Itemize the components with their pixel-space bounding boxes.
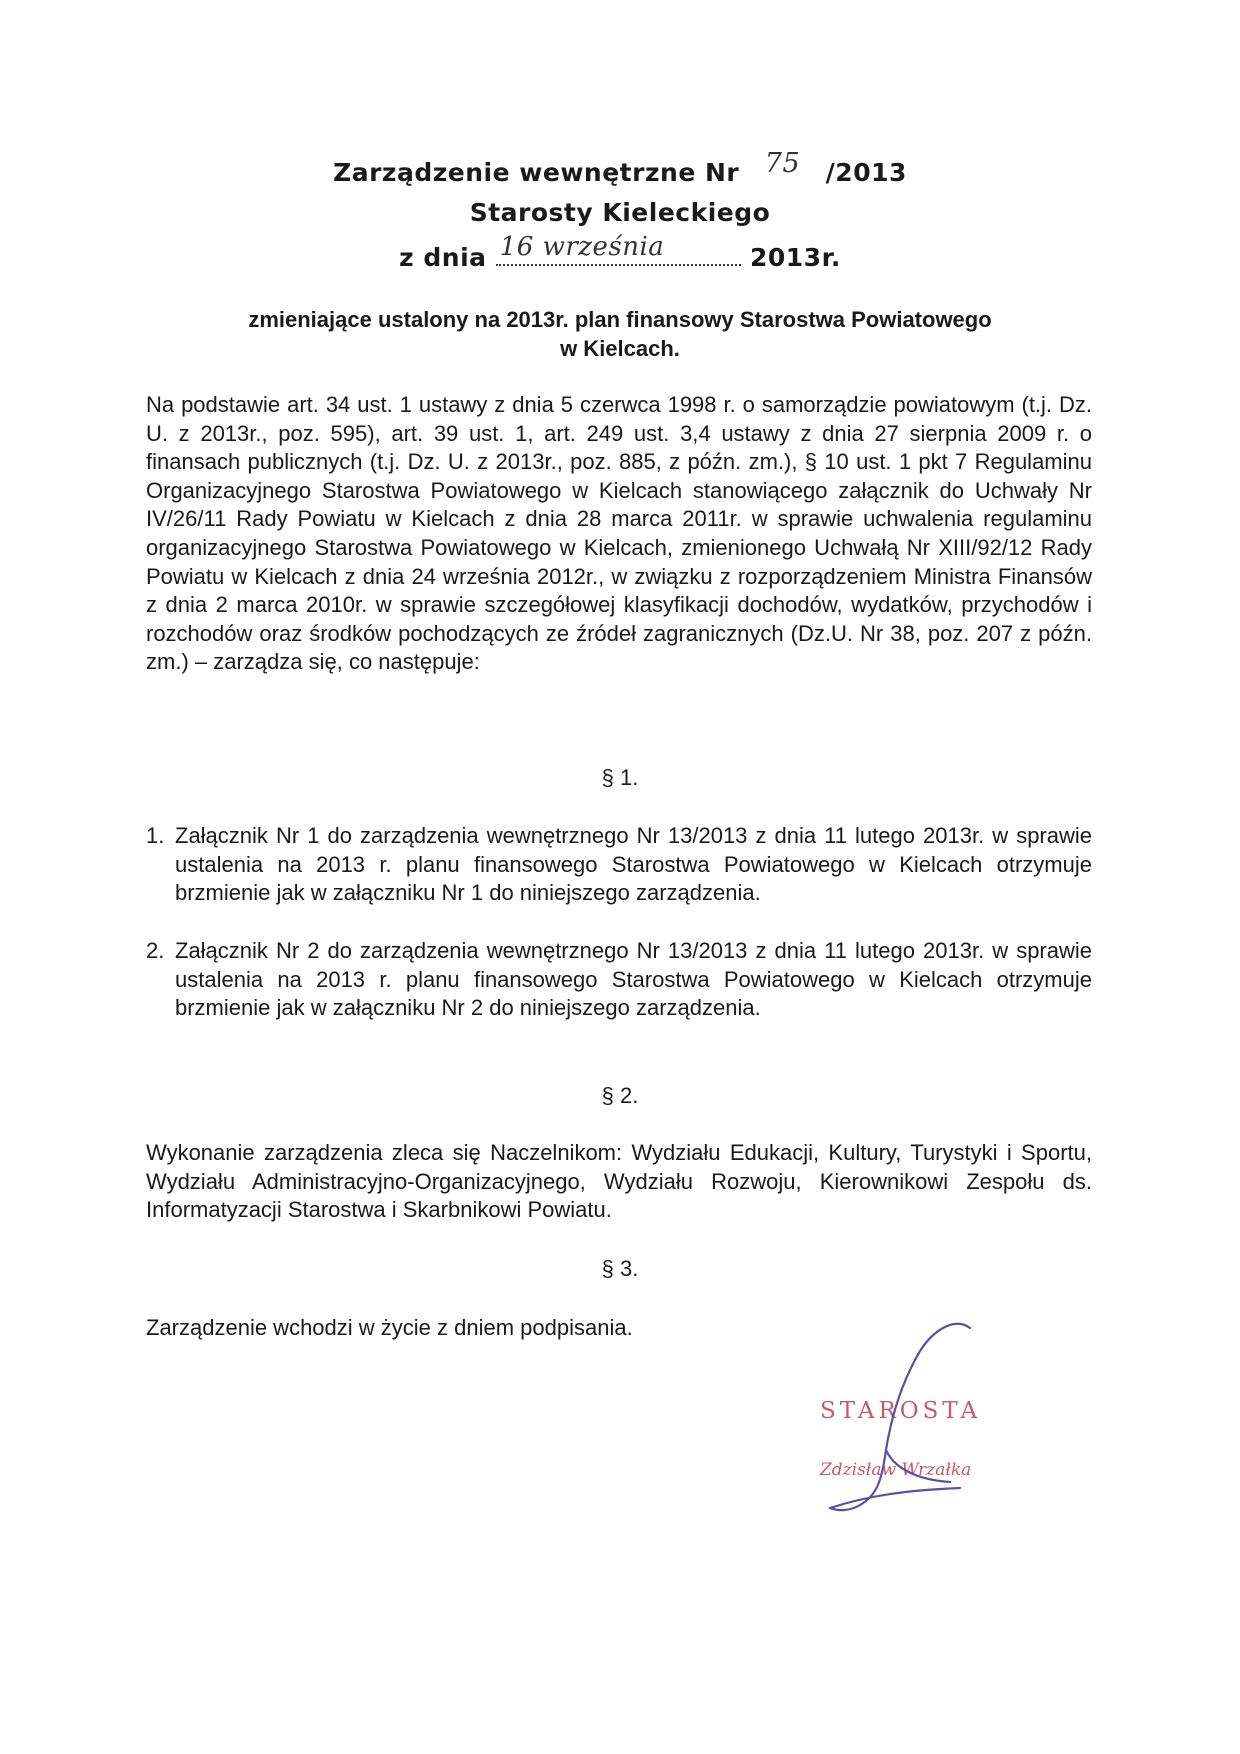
list-item [146,822,1092,908]
date-prefix: z dnia [399,243,487,272]
handwritten-signature [760,1320,1060,1520]
section-3-heading: § 3. [601,1256,639,1281]
execution-paragraph: Wykonanie zarządzenia zleca się Naczelnikom: Wydziału Edukacji, Kultury, Turystyki i Sportu, Wydziału Administracyjno-Organizacyjnego, Wydziału Rozwoju, Kierownikowi Zespołu ds. Informatyzacji Starostwa i Skarbnikowi Powiatu. [146,1140,1092,1223]
document-date-line [0,232,1240,272]
document-title-line2: Starosty Kieleckiego [469,198,771,227]
effective-date-paragraph: Zarządzenie wchodzi w życie z dniem podpisania. [146,1315,633,1340]
list-item-text: Załącznik Nr 2 do zarządzenia wewnętrznego Nr 13/2013 z dnia 11 lutego 2013r. w sprawie ustalenia na 2013 r. planu finansowego Starostwa Powiatowego w Kielcach otrzymuje brzmienie jak w załączniku Nr 2 do niniejszego zarządzenia. [175,938,1092,1021]
stamp-name: Zdzisław Wrzałka [820,1460,972,1480]
section-1-heading: § 1. [601,765,639,790]
stamp-title: STAROSTA [820,1398,982,1424]
handwritten-date: 16 września [499,232,665,262]
title-prefix: Zarządzenie wewnętrzne Nr [333,158,740,187]
subtitle-line1: zmieniające ustalony na 2013r. plan finansowy Starostwa Powiatowego [248,307,992,332]
list-item-text: Załącznik Nr 1 do zarządzenia wewnętrznego Nr 13/2013 z dnia 11 lutego 2013r. w sprawie ustalenia na 2013 r. planu finansowego Starostwa Powiatowego w Kielcach otrzymuje brzmienie jak w załączniku Nr 1 do niniejszego zarządzenia. [175,823,1092,906]
title-year: /2013 [825,158,907,187]
list-item-number: 1. [146,823,165,848]
official-stamp [760,1320,1060,1520]
legal-basis-paragraph: Na podstawie art. 34 ust. 1 ustawy z dnia 5 czerwca 1998 r. o samorządzie powiatowym (t.j. Dz. U. z 2013r., poz. 595), art. 39 ust. 1, art. 249 ust. 3,4 ustawy z dnia 27 sierpnia 2009 r. o finansach publicznych (t.j. Dz. U. z 2013r., poz. 885, z późn. zm.), § 10 ust. 1 pkt 7 Regulaminu Organizacyjnego Starostwa Powiatowego w Kielcach stanowiącego załącznik do Uchwały Nr IV/26/11 Rady Powiatu w Kielcach z dnia 28 marca 2011r. w sprawie uchwalenia regulaminu organizacyjnego Starostwa Powiatowego w Kielcach, zmienionego Uchwałą Nr XIII/92/12 Rady Powiatu w Kielcach z dnia 24 września 2012r., w związku z rozporządzeniem Ministra Finansów z dnia 2 marca 2010r. w sprawie szczegółowej klasyfikacji dochodów, wydatków, przychodów i rozchodów oraz środków pochodzących ze źródeł zagranicznych (Dz.U. Nr 38, poz. 207 z późn. zm.) – zarządza się, co następuje: [146,392,1092,675]
date-year: 2013r. [749,243,841,272]
handwritten-number: 75 [764,148,801,179]
section-2-heading: § 2. [601,1083,639,1108]
subtitle-line2: w Kielcach. [560,336,680,361]
document-title-line1 [0,148,1240,188]
document-subtitle [0,305,1240,363]
list-item-number: 2. [146,938,165,963]
list-item [146,937,1092,1023]
date-dotted-field [496,232,741,266]
